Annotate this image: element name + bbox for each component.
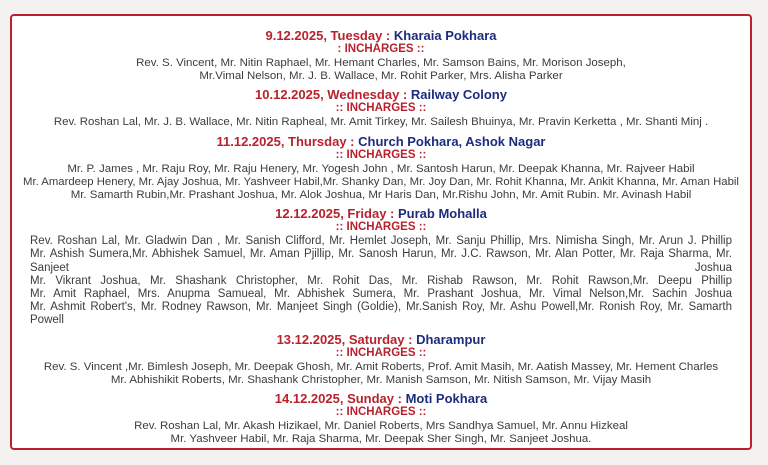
incharges-label: :: INCHARGES :: — [335, 148, 427, 161]
section-place: Railway Colony — [410, 87, 507, 103]
names-line: Rev. Roshan Lal, Mr. Akash Hizikael, Mr. Daniel Roberts, Mrs Sandhya Samuel, Mr. Annu Hizkeal — [134, 420, 628, 433]
section-place: Moti Pokhara — [405, 391, 488, 407]
section-heading — [22, 87, 740, 102]
names-line: Mr. Yashveer Habil, Mr. Raja Sharma, Mr. Deepak Sher Singh, Mr. Sanjeet Joshua. — [170, 433, 592, 446]
section-date: 13.12.2025, Saturday : — [276, 331, 413, 347]
names-line: Mr. Ashish Sumera,Mr. Abhishek Samuel, Mr. Aman Pjillip, Mr. Sanosh Harun, Mr. J.C. Rawson, Mr. Alan Potter, Mr. Raja Sharma, Mr. Sanjeet Joshua — [30, 248, 732, 274]
names-line: Rev. Roshan Lal, Mr. Gladwin Dan , Mr. Sanish Clifford, Mr. Hemlet Joseph, Mr. Sanju Phillip, Mrs. Nimisha Singh, Mr. Arun J. Phillip — [30, 235, 732, 248]
schedule-section-saturday — [22, 332, 740, 387]
schedule-section-sunday — [22, 391, 740, 446]
section-heading — [22, 391, 740, 406]
schedule-section-friday — [22, 206, 740, 327]
names-line: Rev. S. Vincent, Mr. Nitin Raphael, Mr. Hemant Charles, Mr. Samson Bains, Mr. Morison Joseph, — [136, 57, 626, 69]
section-heading — [22, 134, 740, 149]
schedule-section-wednesday — [22, 87, 740, 129]
names-line: Rev. S. Vincent ,Mr. Bimlesh Joseph, Mr. Deepak Ghosh, Mr. Amit Roberts, Prof. Amit Masih, Mr. Aatish Massey, Mr. Hement Charles — [43, 360, 719, 373]
incharges-label: :: INCHARGES :: — [335, 346, 427, 359]
schedule-section-thursday — [22, 134, 740, 203]
section-place: Kharaia Pokhara — [393, 28, 497, 43]
section-heading — [22, 332, 740, 347]
names-line: Mr.Vimal Nelson, Mr. J. B. Wallace, Mr. Rohit Parker, Mrs. Alisha Parker — [199, 70, 563, 83]
incharges-label: :: INCHARGES :: — [335, 406, 427, 419]
names-line: Mr. P. James , Mr. Raju Roy, Mr. Raju Henery, Mr. Yogesh John , Mr. Santosh Harun, Mr. Deepak Khanna, Mr. Rajveer Habil — [67, 162, 695, 175]
names-line: Mr. Ashmit Robert's, Mr. Rodney Rawson, Mr. Manjeet Singh (Goldie), Mr.Sanish Roy, Mr. Ashu Powell,Mr. Ronish Roy, Mr. Samarth Powell — [30, 301, 732, 327]
section-place: Church Pokhara, Ashok Nagar — [358, 133, 546, 149]
names-line: Mr. Amit Raphael, Mrs. Anupma Samueal, Mr. Abhishek Sumera, Mr. Prashant Joshua, Mr. Vimal Nelson,Mr. Sachin Joshua — [30, 288, 732, 301]
incharges-label: :: INCHARGES :: — [335, 221, 427, 234]
section-place: Dharampur — [416, 331, 486, 347]
names-line: Mr. Abhishikit Roberts, Mr. Shashank Christopher, Mr. Manish Samson, Mr. Nitish Samson, Mr. Vijay Masih — [110, 373, 652, 386]
names-line: Mr. Samarth Rubin,Mr. Prashant Joshua, Mr. Alok Joshua, Mr Haris Dan, Mr.Rishu John, Mr. Amit Rubin. Mr. Avinash Habil — [70, 189, 692, 202]
incharges-label: : INCHARGES :: — [337, 43, 425, 55]
section-date: 14.12.2025, Sunday : — [274, 391, 402, 407]
section-date: 12.12.2025, Friday : — [275, 206, 395, 222]
section-date: 9.12.2025, Tuesday : — [265, 28, 391, 43]
section-place: Purab Mohalla — [398, 206, 487, 222]
names-line: Mr. Vikrant Joshua, Mr. Shashank Christopher, Mr. Rohit Das, Mr. Rishab Rawson, Mr. Rohit Rawson,Mr. Deepu Phillip — [30, 274, 732, 287]
section-heading — [22, 28, 740, 43]
schedule-card — [10, 14, 752, 450]
incharges-label: :: INCHARGES :: — [335, 102, 427, 115]
names-line: Mr. Amardeep Henery, Mr. Ajay Joshua, Mr. Yashveer Habil,Mr. Shanky Dan, Mr. Joy Dan, Mr. Rohit Khanna, Mr. Ankit Khanna, Mr. Aman Habil — [23, 175, 739, 188]
section-date: 11.12.2025, Thursday : — [216, 133, 355, 149]
schedule-section-tuesday — [22, 28, 740, 83]
section-date: 10.12.2025, Wednesday : — [255, 87, 408, 103]
section-heading — [22, 206, 740, 221]
names-line: Rev. Roshan Lal, Mr. J. B. Wallace, Mr. Nitin Rapheal, Mr. Amit Tirkey, Mr. Sailesh Bhuinya, Mr. Pravin Kerketta , Mr. Shanti Minj . — [53, 116, 709, 129]
